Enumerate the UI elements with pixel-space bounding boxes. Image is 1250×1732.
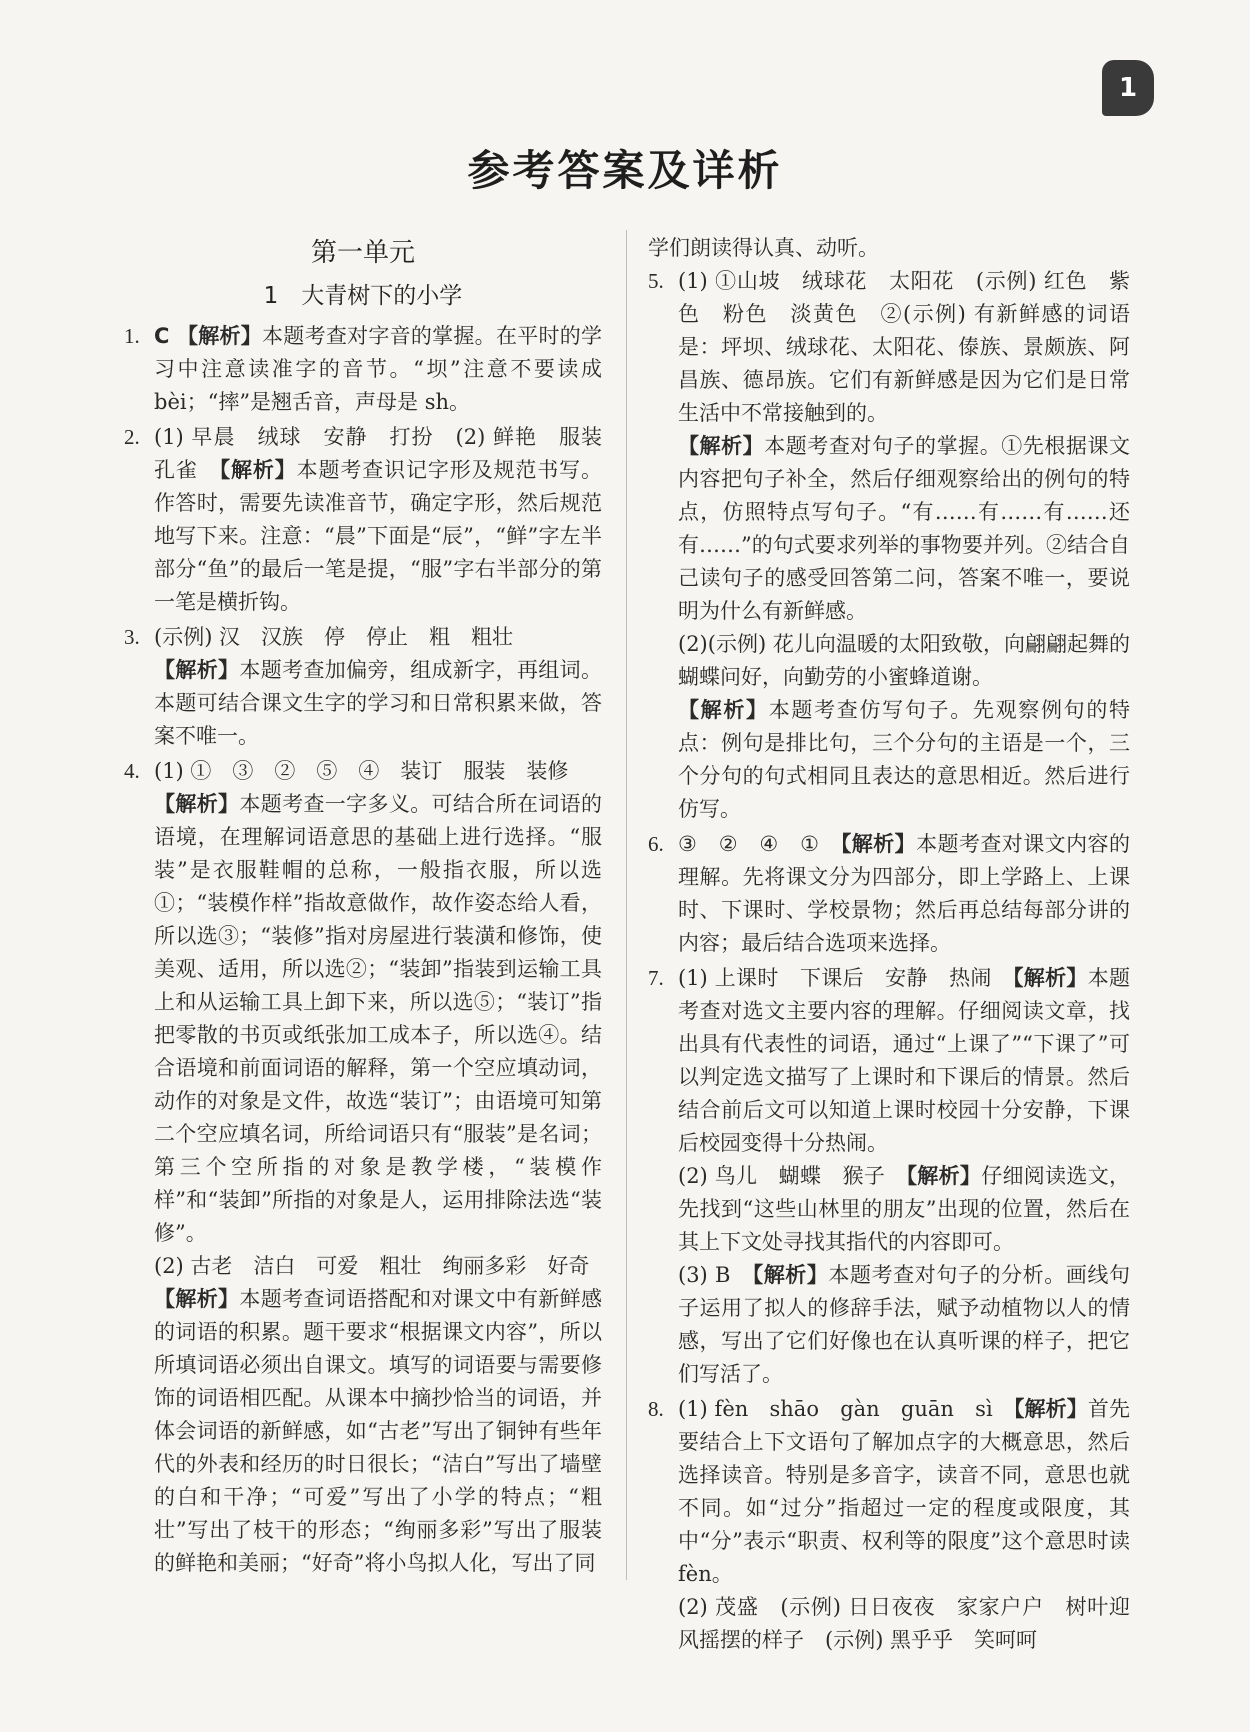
answer-number: 6. — [648, 832, 664, 856]
continued-text: 学们朗读得认真、动听。 — [648, 236, 879, 260]
left-column — [124, 230, 623, 1582]
answer-text: (2) 古老 洁白 可爱 粗壮 绚丽多彩 好奇 — [154, 1254, 590, 1278]
answer-number: 5. — [648, 269, 664, 293]
answer-text: (1) 上课时 下课后 安静 热闹 — [678, 966, 1013, 990]
answer-text: (1) 早晨 绒球 安静 打扮 (2) 鲜艳 服装 孔雀 — [154, 425, 623, 482]
analysis-label: C 【解析】 — [154, 324, 263, 348]
answer-text: (2)(示例) 花儿向温暖的太阳致敬，向翩翩起舞的蝴蝶问好，向勤劳的小蜜蜂道谢。 — [678, 632, 1130, 689]
answer-item — [124, 621, 602, 753]
answer-number: 2. — [124, 425, 140, 449]
answer-item — [648, 962, 1130, 1391]
analysis-label: 【解析】 — [678, 434, 765, 458]
answer-text: (1) fèn shāo gàn guān sì — [678, 1397, 1014, 1421]
answer-text: 本题考查词语搭配和对课文中有新鲜感的词语的积累。题干要求“根据课文内容”，所以所填词语必须出自课文。填写的词语要与需要修饰的词语相匹配。从课本中摘抄恰当的词语，并体会词语的新鲜感，如“古老”写出了铜钟有些年代的外表和经历的时日很长；“洁白”写出了墙壁的白和干净；“可爱”写出了小学的特点；“粗壮”写出了枝干的形态；“绚丽多彩”写出了服装的鲜艳和美丽；“好奇”将小鸟拟人化，写出了同 — [154, 1287, 603, 1575]
answer-text: 本题考查对句子的分析。画线句子运用了拟人的修辞手法，赋予动植物以人的情感，写出了它们好像也在认真听课的样子，把它们写活了。 — [678, 1263, 1131, 1386]
answer-text: 本题考查加偏旁，组成新字，再组词。本题可结合课文生字的学习和日常积累来做，答案不唯一。 — [154, 658, 603, 748]
answer-number: 3. — [124, 625, 140, 649]
analysis-label: 【解析】 — [840, 832, 917, 856]
answer-text: ③ ② ④ ① — [678, 832, 841, 856]
right-column — [648, 232, 1130, 1659]
answer-text: (3) B — [678, 1263, 753, 1287]
answer-item — [648, 1393, 1130, 1657]
column-divider — [626, 230, 627, 1580]
answer-text: 本题考查对字音的掌握。在平时的学习中注意读准字的音节。“坝”注意不要读成 bèi；“摔”是翘舌音，声母是 sh。 — [154, 324, 602, 414]
analysis-label: 【解析】 — [906, 1164, 982, 1188]
answer-text: (示例) 汉 汉族 停 停止 粗 粗壮 — [154, 625, 514, 649]
answer-number: 8. — [648, 1397, 664, 1421]
answer-text: 本题考查识记字形及规范书写。作答时，需要先读准音节，确定字形，然后规范地写下来。注意：“晨”下面是“辰”，“鲜”字左半部分“鱼”的最后一笔是提，“服”字右半部分的第一笔是横折钩。 — [154, 458, 602, 614]
answer-text: 首先要结合上下文语句了解加点字的大概意思，然后选择读音。特别是多音字，读音不同，意思也就不同。如“过分”指超过一定的程度或限度，其中“分”表示“职责、权利等的限度”这个意思时读 fèn。 — [678, 1397, 1131, 1586]
answer-text: (1) ① ③ ② ⑤ ④ 装订 服装 装修 — [154, 759, 569, 783]
analysis-label: 【解析】 — [1013, 1397, 1088, 1421]
analysis-label: 【解析】 — [154, 792, 240, 816]
page-title: 参考答案及详析 — [467, 146, 783, 195]
answer-text: (1) ①山坡 绒球花 太阳花 (示例) 红色 紫色 粉色 淡黄色 ②(示例) 有新鲜感的词语是：坪坝、绒球花、太阳花、傣族、景颇族、阿昌族、德昂族。它们有新鲜感是因为它们是日常生活中不常接触到的。 — [678, 269, 1130, 425]
answer-item — [648, 265, 1130, 826]
lesson-heading: 1 大青树下的小学 — [263, 283, 463, 309]
answer-text: (2) 茂盛 (示例) 日日夜夜 家家户户 树叶迎风摇摆的样子 (示例) 黑乎乎 笑呵呵 — [678, 1595, 1130, 1652]
answer-text: 仔细阅读选文，先找到“这些山林里的朋友”出现的位置，然后在其上下文处寻找其指代的内容即可。 — [678, 1164, 1131, 1254]
analysis-label: 【解析】 — [154, 658, 240, 682]
answer-item — [124, 320, 602, 419]
analysis-label: 【解析】 — [1012, 966, 1088, 990]
answer-text: (2) 鸟儿 蝴蝶 猴子 — [678, 1164, 907, 1188]
answer-number: 4. — [124, 759, 140, 783]
page-number-badge: 1 — [1102, 60, 1154, 116]
answer-text: 本题考查对句子的掌握。①先根据课文内容把句子补全，然后仔细观察给出的例句的特点，仿照特点写句子。“有……有……有……还有……”的句式要求列举的事物要并列。②结合自己读句子的感受回答第二问，答案不唯一，要说明为什么有新鲜感。 — [678, 434, 1131, 623]
analysis-label: 【解析】 — [154, 1287, 240, 1311]
answer-item — [124, 755, 602, 1580]
analysis-label: 【解析】 — [678, 698, 769, 722]
analysis-label: 【解析】 — [219, 458, 297, 482]
answer-item — [648, 828, 1130, 960]
answer-number: 1. — [124, 324, 140, 348]
answer-text: 本题考查对课文内容的理解。先将课文分为四部分，即上学路上、上课时、下课时、学校景物；然后再总结每部分讲的内容；最后结合选项来选择。 — [678, 832, 1130, 955]
unit-heading: 第一单元 — [310, 238, 415, 268]
answer-number: 7. — [648, 966, 664, 990]
answer-text: 本题考查一字多义。可结合所在词语的语境，在理解词语意思的基础上进行选择。“服装”是衣服鞋帽的总称，一般指衣服，所以选①；“装模作样”指故意做作，故作姿态给人看，所以选③；“装修”指对房屋进行装潢和修饰，使美观、适用，所以选②；“装卸”指装到运输工具上和从运输工具上卸下来，所以选⑤；“装订”指把零散的书页或纸张加工成本子，所以选④。结合语境和前面词语的解释，第一个空应填动词，动作的对象是文件，故选“装订”；由语境可知第二个空应填名词，所给词语只有“服装”是名词；第三个空所指的对象是教学楼，“装模作样”和“装卸”所指的对象是人，运用排除法选“装修”。 — [154, 792, 603, 1245]
answer-text: 本题考查仿写句子。先观察例句的特点：例句是排比句，三个分句的主语是一个，三个分句的句式相同且表达的意思相近。然后进行仿写。 — [678, 698, 1131, 821]
analysis-label: 【解析】 — [752, 1263, 829, 1287]
answer-item — [124, 421, 623, 619]
answer-text: 本题考查对选文主要内容的理解。仔细阅读文章，找出具有代表性的词语，通过“上课了”“下课了”可以判定选文描写了上课时和下课后的情景。然后结合前后文可以知道上课时校园十分安静，下课后校园变得十分热闹。 — [678, 966, 1131, 1155]
